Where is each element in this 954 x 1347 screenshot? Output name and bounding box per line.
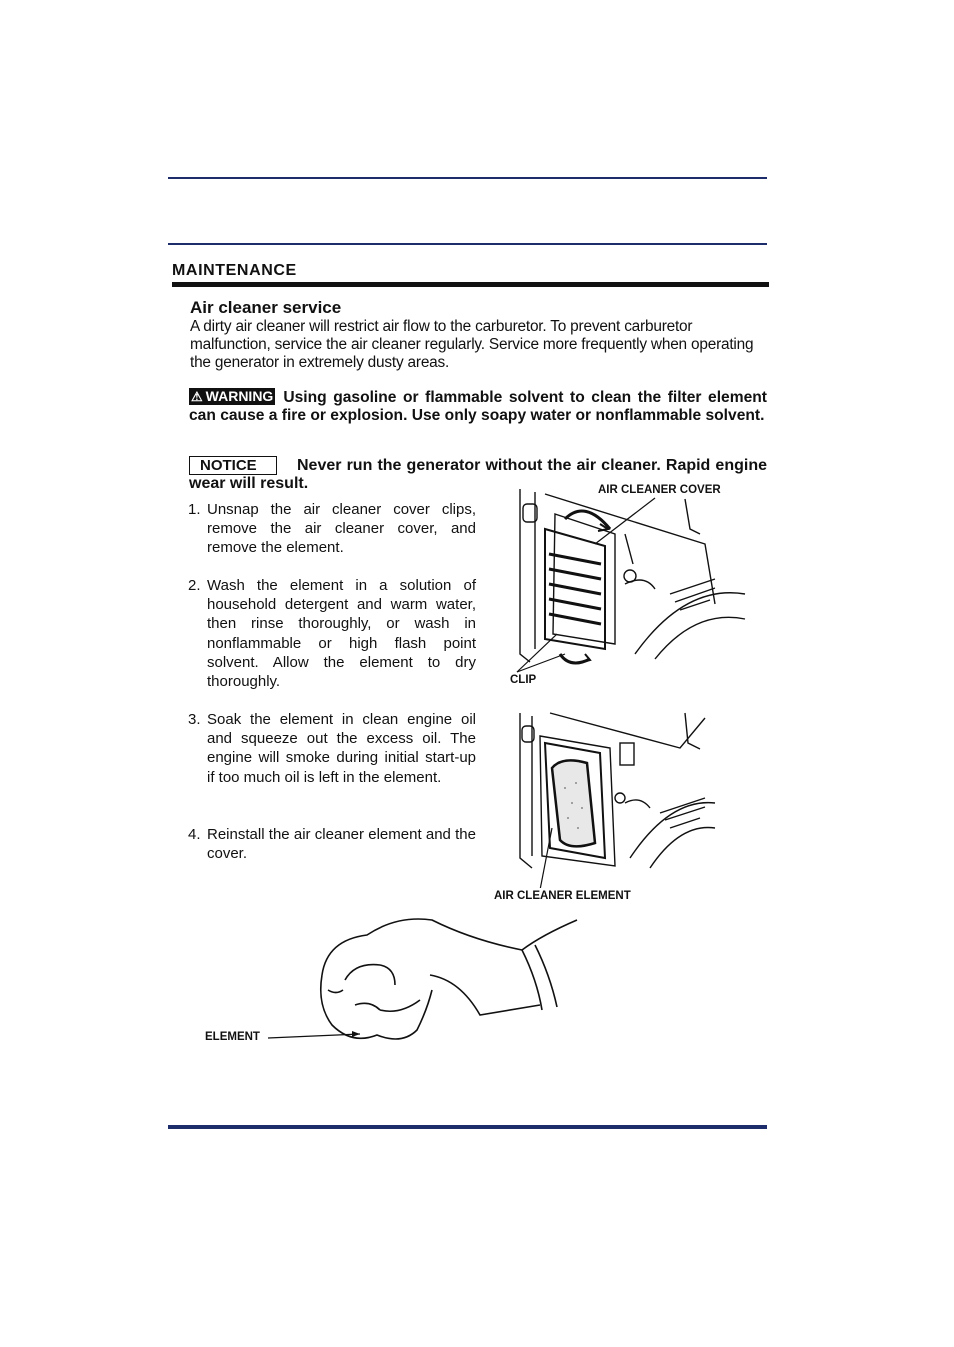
- notice-badge: NOTICE: [189, 456, 277, 475]
- list-item: [188, 825, 476, 863]
- section-title: MAINTENANCE: [172, 262, 297, 279]
- step-number: 1.: [188, 501, 201, 518]
- list-item: [188, 500, 476, 558]
- warning-badge-label: WARNING: [205, 388, 274, 404]
- list-item: [188, 576, 476, 691]
- warning-block: [189, 388, 767, 425]
- air-cleaner-cover-illustration: [505, 484, 750, 694]
- step-text: Reinstall the air cleaner element and the cover.: [207, 826, 476, 863]
- step-number: 3.: [188, 711, 201, 728]
- air-cleaner-element-label: AIR CLEANER ELEMENT: [494, 890, 631, 902]
- step-number: 2.: [188, 577, 201, 594]
- service-intro: A dirty air cleaner will restrict air flow to the carburetor. To prevent carburetor malfunction, service the air cleaner regularly. Service more frequently when operating the generator in extremely dusty areas.: [190, 318, 754, 371]
- warning-triangle-icon: ⚠: [191, 389, 203, 404]
- service-heading: Air cleaner service: [190, 298, 342, 317]
- air-cleaner-element-illustration: [510, 708, 720, 888]
- clip-label: CLIP: [510, 674, 537, 686]
- element-label: ELEMENT: [205, 1031, 260, 1043]
- squeezing-element-illustration: [260, 910, 590, 1050]
- step-text: Wash the element in a solution of household detergent and warm water, then rinse thoroughly, or wash in nonflammable or high flash point solvent. Allow the element to dry thoroughly.: [207, 577, 476, 691]
- warning-text: Using gasoline or flammable solvent to clean the filter element can cause a fire or explosion. Use only soapy water or nonflammable solvent.: [189, 389, 767, 424]
- footer-rule: [168, 1125, 767, 1129]
- list-item: [188, 710, 476, 787]
- step-number: 4.: [188, 826, 201, 843]
- air-cleaner-cover-label: AIR CLEANER COVER: [598, 484, 721, 496]
- notice-text: Never run the generator without the air cleaner. Rapid engine wear will result.: [189, 457, 767, 492]
- step-text: Unsnap the air cleaner cover clips, remove the air cleaner cover, and remove the element.: [207, 501, 476, 557]
- step-text: Soak the element in clean engine oil and squeeze out the excess oil. The engine will smoke during initial start-up if too much oil is left in the element.: [207, 711, 476, 786]
- section-underline: [172, 282, 769, 287]
- warning-badge: [189, 388, 275, 405]
- top-rule: [168, 177, 767, 179]
- header-rule: [168, 243, 767, 245]
